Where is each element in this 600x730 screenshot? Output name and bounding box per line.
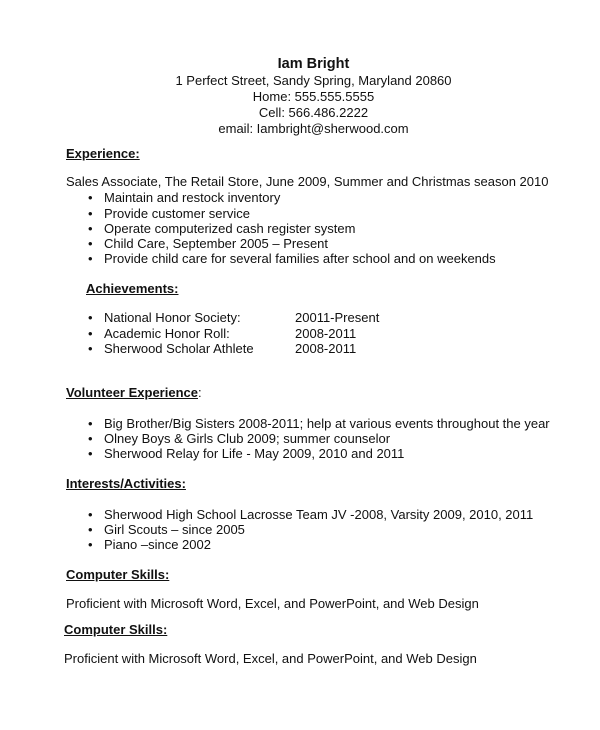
bullet-icon: • [88,221,93,236]
list-item [88,236,328,252]
job-title: Sales Associate, The Retail Store, June 2009, Summer and Christmas season 2010 [66,174,549,189]
interests-heading: Interests/Activities: [66,476,186,491]
candidate-name: Iam Bright [277,56,350,72]
list-item-text: Maintain and restock inventory [104,190,281,205]
bullet-icon: • [88,507,93,522]
achievement-item [88,310,488,326]
list-item [88,446,404,462]
computer-skills-heading: Computer Skills: [64,622,168,637]
bullet-icon: • [88,236,93,251]
list-item-text: Piano –since 2002 [104,537,211,552]
list-item [88,431,390,447]
bullet-icon: • [88,326,93,341]
address: 1 Perfect Street, Sandy Spring, Maryland 20860 [175,73,452,88]
bullet-icon: • [88,446,93,461]
list-item-text: Provide child care for several families after school and on weekends [104,251,496,266]
list-item [88,416,550,432]
cell-phone: Cell: 566.486.2222 [258,105,369,120]
bullet-icon: • [88,310,93,325]
achievement-dates: 2008-2011 [295,341,357,356]
list-item-text: Provide customer service [104,206,250,221]
bullet-icon: • [88,522,93,537]
list-item-text: Sherwood Relay for Life - May 2009, 2010 and 2011 [104,446,405,461]
experience-heading: Experience: [66,146,140,161]
computer-skills-text: Proficient with Microsoft Word, Excel, and PowerPoint, and Web Design [66,596,479,611]
list-item-text: Child Care, September 2005 – Present [104,236,329,251]
list-item [88,537,211,553]
achievement-label: National Honor Society: [104,310,241,325]
bullet-icon: • [88,190,93,205]
list-item-text: Sherwood High School Lacrosse Team JV -2008, Varsity 2009, 2010, 2011 [104,507,534,522]
achievement-label: Academic Honor Roll: [104,326,230,341]
achievement-item [88,326,488,342]
list-item-text: Big Brother/Big Sisters 2008-2011; help at various events throughout the year [104,416,550,431]
list-item [88,251,496,267]
list-item-text: Girl Scouts – since 2005 [104,522,245,537]
list-item-text: Olney Boys & Girls Club 2009; summer counselor [104,431,391,446]
list-item [88,206,250,222]
bullet-icon: • [88,341,93,356]
list-item-text: Operate computerized cash register system [104,221,356,236]
heading-colon: : [197,385,202,400]
bullet-icon: • [88,431,93,446]
bullet-icon: • [88,537,93,552]
achievement-dates: 2008-2011 [295,326,357,341]
volunteer-heading-text: Volunteer Experience [66,385,198,400]
computer-skills-text: Proficient with Microsoft Word, Excel, and PowerPoint, and Web Design [64,651,477,666]
bullet-icon: • [88,416,93,431]
achievement-dates: 20011-Present [295,310,380,325]
volunteer-heading [66,385,202,401]
list-item [88,522,245,538]
achievement-item [88,341,488,357]
home-phone: Home: 555.555.5555 [252,89,375,104]
bullet-icon: • [88,206,93,221]
list-item [88,190,280,206]
email: email: Iambright@sherwood.com [218,121,409,136]
achievements-heading: Achievements: [86,281,179,296]
achievement-label: Sherwood Scholar Athlete [104,341,254,356]
list-item [88,507,533,523]
computer-skills-heading: Computer Skills: [66,567,170,582]
bullet-icon: • [88,251,93,266]
list-item [88,221,355,237]
